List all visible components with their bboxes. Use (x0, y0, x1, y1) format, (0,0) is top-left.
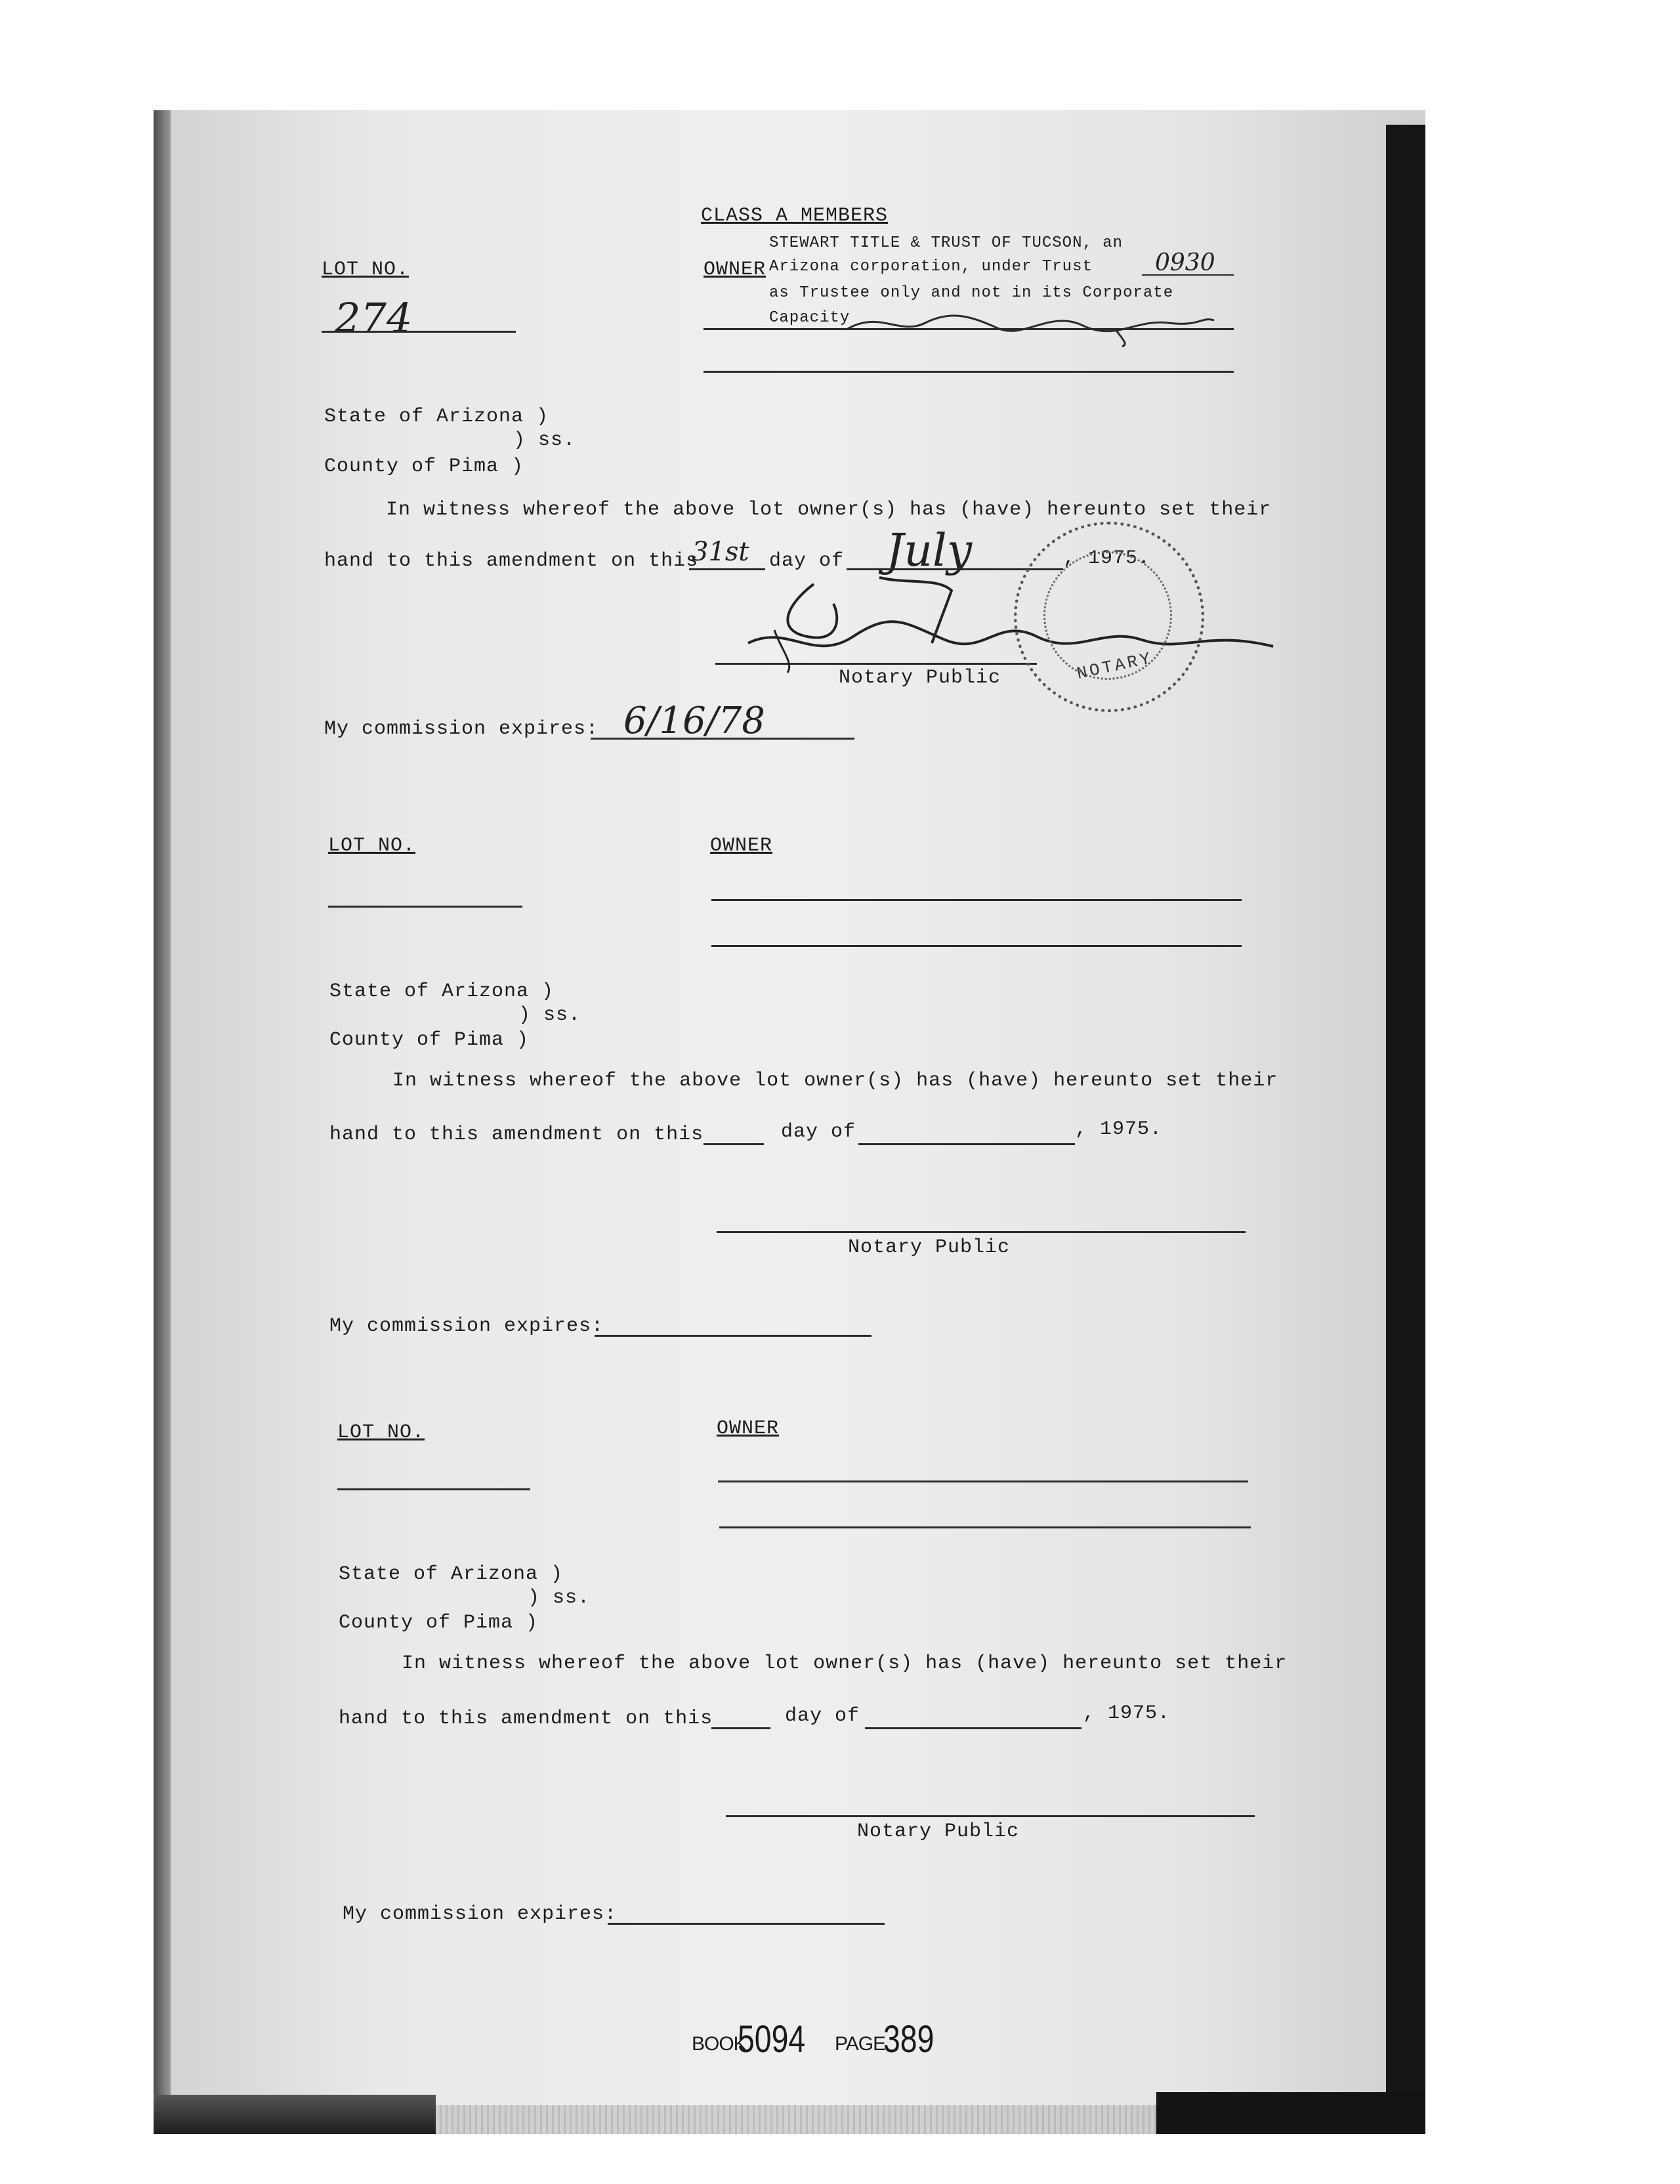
class-a-members-heading: CLASS A MEMBERS (701, 205, 889, 227)
owner-line-1b (704, 371, 1234, 373)
county-label-3: County of Pima ) (339, 1612, 539, 1634)
lot-no-label-2: LOT NO. (328, 835, 416, 857)
hand-text-1: hand to this amendment on this (324, 550, 699, 572)
trust-officer-signature (840, 303, 1221, 349)
owner-line-2b (711, 945, 1242, 947)
day-line-2 (704, 1143, 764, 1145)
page-number: 389 (883, 2018, 934, 2061)
day-line-3 (711, 1727, 770, 1729)
owner-text-line-4: Capacity (769, 309, 850, 327)
commission-label-1: My commission expires: (324, 718, 599, 740)
scan-right-edge (1386, 125, 1425, 2126)
notary-line-2 (717, 1231, 1246, 1233)
scan-bottom-noise (436, 2105, 1158, 2134)
day-of-text-1: day of (769, 550, 845, 572)
ss-label-2: ) ss. (518, 1004, 581, 1026)
book-label: BOOK (692, 2033, 746, 2055)
year-text-2: , 1975. (1075, 1118, 1163, 1141)
month-value-1: July (886, 525, 973, 577)
trust-number-line (1142, 274, 1234, 276)
trust-number: 0930 (1155, 249, 1215, 276)
ss-label-1: ) ss. (513, 429, 576, 452)
scan-bottom-edge-left (154, 2095, 436, 2134)
notary-label-1: Notary Public (839, 667, 1001, 689)
state-label-1: State of Arizona ) (324, 406, 549, 428)
witness-text-3: In witness whereof the above lot owner(s) has (have) hereunto set their (402, 1652, 1288, 1675)
scan-bottom-edge-right (1156, 2092, 1425, 2134)
state-label-3: State of Arizona ) (339, 1563, 564, 1586)
ss-label-3: ) ss. (528, 1587, 591, 1609)
owner-line-3a (718, 1480, 1248, 1482)
notary-seal-text: NOTARY (1075, 648, 1155, 684)
day-value-1: 31st (692, 537, 749, 567)
hand-text-2: hand to this amendment on this (329, 1124, 704, 1146)
county-label-2: County of Pima ) (329, 1029, 530, 1051)
county-label-1: County of Pima ) (324, 455, 524, 478)
page-label: PAGE (835, 2033, 886, 2055)
day-of-text-3: day of (785, 1705, 860, 1727)
commission-line-1 (591, 738, 854, 740)
lot-number-1: 274 (335, 294, 413, 342)
day-of-text-2: day of (781, 1121, 856, 1143)
owner-text-line-3: as Trustee only and not in its Corporate (769, 284, 1174, 302)
owner-text-line-1: STEWART TITLE & TRUST OF TUCSON, an (769, 234, 1124, 252)
lot-number-line-1 (322, 331, 516, 333)
commission-line-2 (595, 1335, 872, 1337)
notary-label-3: Notary Public (857, 1820, 1020, 1843)
commission-line-3 (608, 1923, 885, 1925)
witness-text-2: In witness whereof the above lot owner(s) has (have) hereunto set their (392, 1070, 1278, 1092)
owner-text-line-2: Arizona corporation, under Trust (769, 258, 1093, 276)
lot-number-line-3 (337, 1488, 530, 1490)
owner-line-2a (711, 899, 1242, 901)
lot-number-line-2 (328, 906, 522, 908)
state-label-2: State of Arizona ) (329, 980, 555, 1003)
owner-label-1: OWNER (704, 259, 766, 281)
commission-date-1: 6/16/78 (623, 700, 765, 742)
year-text-1: , 1975. (1063, 547, 1151, 570)
book-number: 5094 (738, 2018, 806, 2061)
owner-line-3b (719, 1526, 1251, 1528)
lot-no-label-3: LOT NO. (337, 1421, 425, 1444)
notary-label-2: Notary Public (848, 1236, 1011, 1259)
month-line-2 (858, 1143, 1075, 1145)
month-line-3 (865, 1727, 1082, 1729)
witness-text-1: In witness whereof the above lot owner(s) has (have) hereunto set their (386, 499, 1272, 521)
owner-label-3: OWNER (717, 1418, 780, 1440)
hand-text-3: hand to this amendment on this (339, 1708, 713, 1730)
lot-no-label-1: LOT NO. (322, 259, 410, 281)
notary-line-3 (726, 1815, 1255, 1817)
commission-label-2: My commission expires: (329, 1315, 604, 1337)
notary-line-1 (715, 663, 1037, 665)
scan-left-edge (154, 110, 171, 2134)
year-text-3: , 1975. (1083, 1702, 1171, 1725)
commission-label-3: My commission expires: (343, 1903, 618, 1925)
owner-label-2: OWNER (710, 835, 773, 857)
